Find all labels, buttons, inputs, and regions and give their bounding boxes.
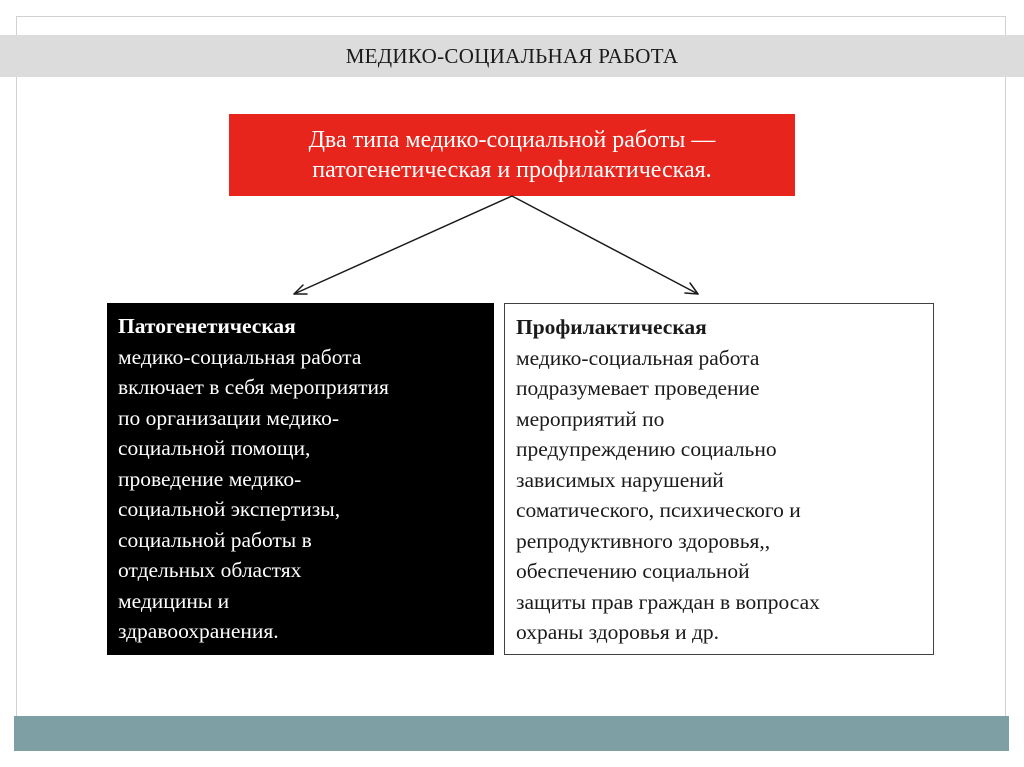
pathogenetic-line: медико-социальная работа — [118, 344, 362, 369]
preventive-line: медико-социальная работа — [516, 345, 760, 370]
pathogenetic-line: отдельных областях — [118, 558, 302, 582]
preventive-line: подразумевает проведение — [516, 376, 760, 400]
preventive-line: зависимых нарушений — [516, 467, 724, 492]
pathogenetic-line: медицины и — [118, 588, 230, 613]
pathogenetic-card — [107, 303, 494, 655]
preventive-line: защиты прав граждан в вопросах — [516, 589, 820, 614]
pathogenetic-line: по организации медико- — [118, 405, 340, 430]
preventive-line: репродуктивного здоровья,, — [516, 528, 771, 553]
pathogenetic-line: проведение медико- — [118, 466, 302, 491]
slide-title: МЕДИКО-СОЦИАЛЬНАЯ РАБОТА — [345, 43, 679, 68]
preventive-line: предупреждению социально — [516, 437, 777, 461]
preventive-heading: Профилактическая — [516, 315, 707, 339]
bottom-bar — [14, 716, 1009, 751]
preventive-line: мероприятий по — [516, 406, 665, 431]
preventive-line: соматического, психического и — [516, 498, 801, 522]
pathogenetic-line: социальной помощи, — [118, 436, 311, 460]
pathogenetic-line: здравоохранения. — [118, 619, 279, 643]
preventive-line: охраны здоровья и др. — [516, 620, 720, 644]
pathogenetic-heading: Патогенетическая — [118, 314, 296, 338]
pathogenetic-line: включает в себя мероприятия — [118, 375, 389, 399]
title-bar — [0, 35, 1024, 77]
root-box-line: Два типа медико-социальной работы — — [308, 127, 716, 153]
preventive-card — [504, 303, 934, 655]
pathogenetic-line: социальной работы в — [118, 527, 312, 552]
preventive-line: обеспечению социальной — [516, 559, 750, 583]
root-box-line: патогенетическая и профилактическая. — [312, 157, 712, 183]
pathogenetic-line: социальной экспертизы, — [118, 497, 341, 521]
root-box — [229, 114, 795, 196]
root-box-text — [309, 125, 716, 185]
